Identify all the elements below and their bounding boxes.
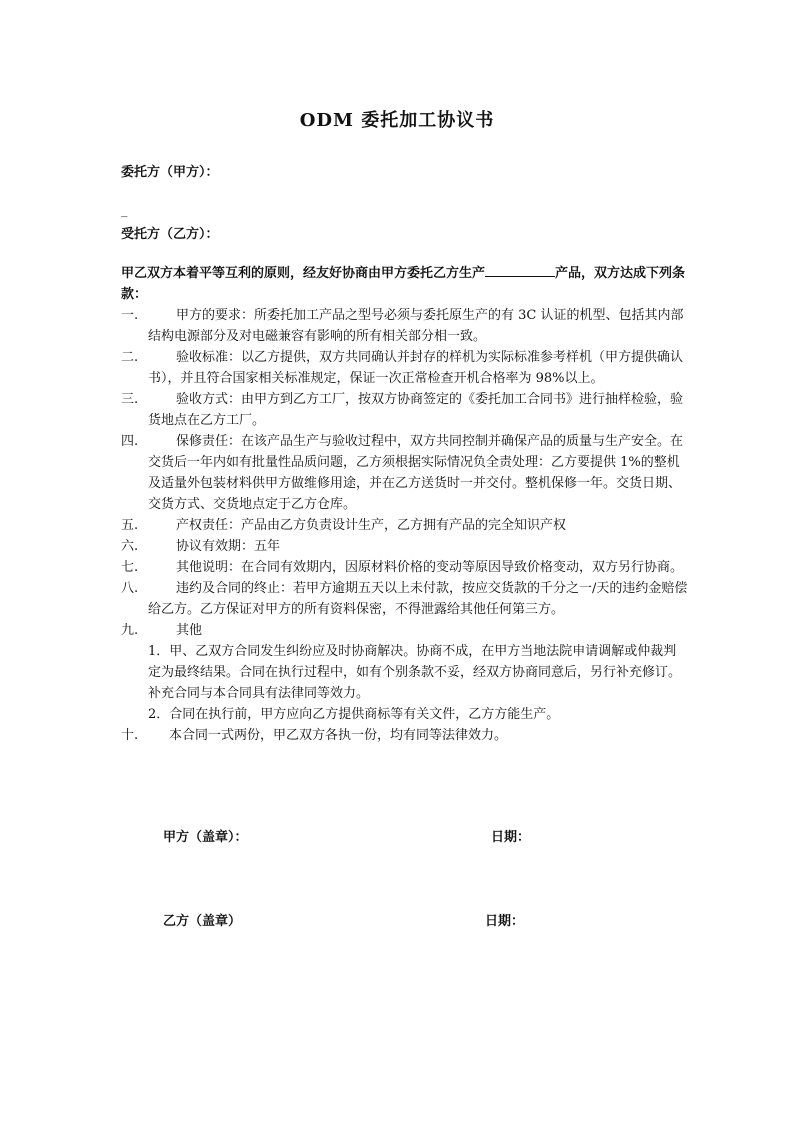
clause-text: 其他 (176, 623, 203, 638)
clause-text: 验收标准：以乙方提供，双方共同确认并封存的样机为实际标准参考样机（甲方提供确认书），并且符合国家相关标准规定，保证一次正常检查开机合格率为 98%以上。 (148, 350, 684, 386)
sub-item-text: 1．甲、乙双方合同发生纠纷应及时协商解决。协商不成，在甲方当地法院申请调解或仲裁判定为最终结果。合同在执行过程中，如有个别条款不妥，经双方协商同意后，另行补充修订。补充合同与本合同具有法律同等效力。 (148, 644, 682, 701)
party-a-label: 委托方（甲方）： (121, 165, 219, 180)
intro-text-post: 产品，双方达成下列条款： (121, 266, 686, 302)
clause-text: 违约及合同的终止：若甲方逾期五天以上未付款，按应交货款的千分之一/天的违约金赔偿给乙方。乙方保证对甲方的所有资料保密，不得泄露给其他任何第三方。 (148, 581, 688, 617)
product-blank (485, 263, 555, 277)
clause-5 (121, 515, 689, 536)
clause-text: 本合同一式两份，甲乙双方各执一份，均有同等法律效力。 (169, 728, 508, 743)
clause-number: 三. (121, 392, 139, 407)
clause-8 (121, 578, 689, 620)
clause-text: 保修责任：在该产品生产与验收过程中，双方共同控制并确保产品的质量与生产安全。在交货后一年内如有批量性品质问题，乙方须根据实际情况负全责处理：乙方要提供 1%的整机及适量外包装材料供甲方做维修用途，并在乙方送货时一并交付。整机保修一年。交货日期、交货方式、交货地点定于乙方仓库。 (148, 434, 684, 512)
clause-text: 验收方式：由甲方到乙方工厂，按双方协商签定的《委托加工合同书》进行抽样检验，验货地点在乙方工厂。 (148, 392, 684, 428)
blank-underscore: _ (121, 203, 128, 218)
party-a-date-label: 日期： (491, 830, 531, 845)
clause-9 (121, 620, 689, 641)
party-b-date-label: 日期： (485, 914, 525, 929)
clause-2 (121, 347, 689, 389)
intro-paragraph (121, 263, 689, 305)
clause-number: 六. (121, 539, 139, 554)
clause-text: 协议有效期：五年 (176, 539, 281, 554)
document-title: ODM 委托加工协议书 (299, 110, 495, 131)
clause-text: 甲方的要求：所委托加工产品之型号必须与委托原生产的有 3C 认证的机型、包括其内部结构电源部分及对电磁兼容有影响的所有相关部分相一致。 (148, 308, 684, 344)
clause-number: 八. (121, 581, 139, 596)
clause-7 (121, 557, 689, 578)
clause-number: 七. (121, 560, 139, 575)
clause-number: 二. (121, 350, 139, 365)
sub-item-text: 2．合同在执行前，甲方应向乙方提供商标等有关文件，乙方方能生产。 (148, 707, 560, 722)
party-b-seal-label: 乙方（盖章） (163, 914, 242, 929)
clause-text: 产权责任：产品由乙方负责设计生产，乙方拥有产品的完全知识产权 (176, 518, 567, 533)
clause-6 (121, 536, 689, 557)
clause-1 (121, 305, 689, 347)
intro-text-pre: 甲乙双方本着平等互利的原则，经友好协商由甲方委托乙方生产 (121, 266, 486, 281)
sub-item-2 (121, 704, 689, 725)
clause-10 (121, 725, 689, 746)
sub-item-1 (121, 641, 689, 704)
clause-4 (121, 431, 689, 515)
clause-text: 其他说明：在合同有效期内，因原材料价格的变动等原因导致价格变动，双方另行协商。 (176, 560, 684, 575)
clause-3 (121, 389, 689, 431)
clause-list (121, 305, 689, 746)
clause-number: 一. (121, 308, 139, 323)
clause-number: 五. (121, 518, 139, 533)
party-b-label: 受托方（乙方）： (121, 227, 219, 242)
party-a-seal-label: 甲方（盖章）： (163, 830, 248, 845)
clause-number: 四. (121, 434, 139, 449)
clause-number: 十. (121, 728, 139, 743)
clause-number: 九. (121, 623, 139, 638)
